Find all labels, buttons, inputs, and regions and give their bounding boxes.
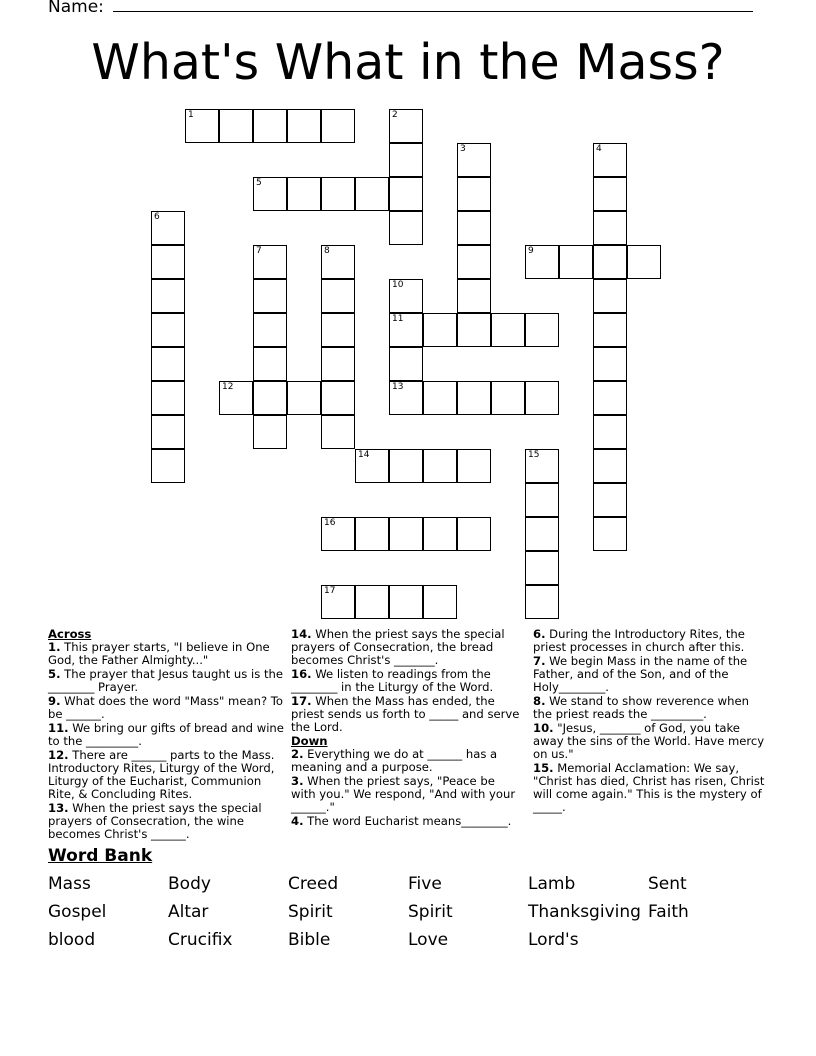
clue-number: 7 [256,246,262,256]
word-bank-title: Word Bank [48,846,153,866]
word-bank-item: Thanksgiving [528,902,641,922]
crossword-cell[interactable] [389,517,423,551]
word-bank-item: Spirit [408,902,453,922]
crossword-cell[interactable] [389,449,423,483]
crossword-cell[interactable] [355,517,389,551]
word-bank-item: Bible [288,930,331,950]
crossword-cell[interactable] [151,211,185,245]
crossword-cell[interactable] [457,245,491,279]
clue-text: When the priest says the special prayers of Consecration, the bread becomes Christ's _______. [291,627,505,667]
crossword-cell[interactable] [253,279,287,313]
crossword-cell[interactable] [253,177,287,211]
clue-text: We bring our gifts of bread and wine to the _________. [48,721,284,748]
clue-number-label: 14. [291,627,312,641]
clue-text: We stand to show reverence when the priest reads the _________. [533,694,749,721]
crossword-cell[interactable] [287,381,321,415]
word-bank-item: Altar [168,902,209,922]
down-heading: Down [291,734,328,748]
crossword-cell[interactable] [321,279,355,313]
crossword-cell[interactable] [321,347,355,381]
crossword-cell[interactable] [525,551,559,585]
word-bank-item: Body [168,874,211,894]
crossword-cell[interactable] [423,381,457,415]
crossword-cell[interactable] [389,177,423,211]
crossword-cell[interactable] [457,381,491,415]
clue-number-label: 6. [533,627,546,641]
crossword-cell[interactable] [321,313,355,347]
crossword-cell[interactable] [321,415,355,449]
crossword-cell[interactable] [151,279,185,313]
clue-number-label: 10. [533,721,554,735]
clues-column-1 [48,628,284,842]
crossword-cell[interactable] [321,517,355,551]
crossword-cell[interactable] [559,245,593,279]
crossword-cell[interactable] [287,177,321,211]
crossword-cell[interactable] [355,449,389,483]
crossword-cell[interactable] [389,279,423,313]
clue-item [291,668,521,694]
clue-number-label: 9. [48,694,61,708]
crossword-cell[interactable] [593,517,627,551]
crossword-cell[interactable] [525,381,559,415]
clue-number: 13 [392,382,404,392]
crossword-cell[interactable] [457,177,491,211]
crossword-cell[interactable] [593,177,627,211]
clue-item [291,775,521,814]
clues-column-2 [291,628,521,829]
crossword-cell[interactable] [423,313,457,347]
clue-number: 8 [324,246,330,256]
crossword-cell[interactable] [151,313,185,347]
crossword-cell[interactable] [457,449,491,483]
clue-number-label: 3. [291,774,304,788]
clue-number-label: 7. [533,654,546,668]
word-bank-item: Sent [648,874,687,894]
down-clue-list [291,748,521,828]
crossword-cell[interactable] [389,313,423,347]
clue-item [48,802,284,841]
crossword-cell[interactable] [355,585,389,619]
clue-number-label: 2. [291,747,304,761]
clue-item [533,655,769,694]
crossword-cell[interactable] [185,109,219,143]
crossword-cell[interactable] [151,381,185,415]
crossword-cell[interactable] [219,109,253,143]
clue-number: 3 [460,144,466,154]
crossword-cell[interactable] [593,415,627,449]
page-title: What's What in the Mass? [91,34,725,91]
clue-number: 12 [222,382,234,392]
crossword-cell[interactable] [219,381,253,415]
crossword-cell[interactable] [457,517,491,551]
word-bank-item: Faith [648,902,689,922]
clue-number: 14 [358,450,370,460]
clue-text: There are ______ parts to the Mass. Introductory Rites, Liturgy of the Word, Liturgy of the Eucharist, Communion Rite, & Concluding Rites. [48,748,275,801]
crossword-cell[interactable] [525,585,559,619]
crossword-cell[interactable] [593,381,627,415]
crossword-cell[interactable] [321,585,355,619]
crossword-cell[interactable] [423,585,457,619]
crossword-cell[interactable] [525,483,559,517]
clue-text: We listen to readings from the ________ in the Liturgy of the Word. [291,667,494,694]
clue-text: Everything we do at ______ has a meaning and a purpose. [291,747,498,774]
clue-number: 11 [392,314,404,324]
crossword-cell[interactable] [253,109,287,143]
clue-number-label: 13. [48,801,69,815]
clue-text: Memorial Acclamation: We say, "Christ has died, Christ has risen, Christ will come again." This is the mystery of _____. [533,761,765,814]
clue-number: 6 [154,212,160,222]
word-bank-item: Gospel [48,902,107,922]
crossword-cell[interactable] [389,381,423,415]
clue-item [48,641,284,667]
word-bank-item: blood [48,930,96,950]
crossword-cell[interactable] [423,449,457,483]
word-bank-item: Creed [288,874,339,894]
crossword-cell[interactable] [151,449,185,483]
clue-number-label: 17. [291,694,312,708]
name-label: Name: [48,0,110,17]
word-bank-item: Crucifix [168,930,233,950]
clue-item [533,695,769,721]
clue-number: 1 [188,110,194,120]
crossword-cell[interactable] [321,109,355,143]
word-bank-item: Mass [48,874,91,894]
clue-text: What does the word "Mass" mean? To be ______. [48,694,283,721]
clue-number: 9 [528,246,534,256]
clue-number: 4 [596,144,602,154]
crossword-cell[interactable] [593,143,627,177]
crossword-cell[interactable] [253,381,287,415]
crossword-cell[interactable] [321,245,355,279]
clue-item [291,628,521,667]
word-bank-item: Spirit [288,902,333,922]
across-clue-list-continued [291,628,521,734]
crossword-cell[interactable] [491,313,525,347]
crossword-cell[interactable] [593,279,627,313]
clue-number-label: 12. [48,748,69,762]
crossword-cell[interactable] [593,449,627,483]
crossword-cell[interactable] [593,211,627,245]
crossword-cell[interactable] [321,381,355,415]
crossword-cell[interactable] [457,143,491,177]
clue-text: We begin Mass in the name of the Father, and of the Son, and of the Holy________. [533,654,748,694]
crossword-cell[interactable] [593,483,627,517]
clue-number-label: 5. [48,667,61,681]
clue-item [48,668,284,694]
across-heading: Across [48,627,92,641]
crossword-cell[interactable] [389,143,423,177]
crossword-cell[interactable] [389,347,423,381]
crossword-cell[interactable] [525,449,559,483]
clues-column-3 [533,628,769,815]
crossword-cell[interactable] [593,245,627,279]
clue-text: The prayer that Jesus taught us is the ________ Prayer. [48,667,283,694]
crossword-cell[interactable] [253,347,287,381]
clue-item [48,695,284,721]
crossword-cell[interactable] [457,211,491,245]
clue-text: The word Eucharist means________. [303,814,512,828]
clue-item [533,628,769,654]
clue-number-label: 8. [533,694,546,708]
clue-item [48,749,284,801]
clue-text: "Jesus, _______ of God, you take away the sins of the World. Have mercy on us." [533,721,765,761]
crossword-cell[interactable] [457,313,491,347]
crossword-cell[interactable] [151,415,185,449]
word-bank-item: Five [408,874,442,894]
crossword-cell[interactable] [423,517,457,551]
clue-number-label: 16. [291,667,312,681]
clue-number-label: 11. [48,721,69,735]
clue-number: 2 [392,110,398,120]
down-clue-list-continued [533,628,769,814]
crossword-cell[interactable] [525,517,559,551]
clue-item [291,748,521,774]
crossword-cell[interactable] [321,177,355,211]
crossword-cell[interactable] [389,585,423,619]
crossword-cell[interactable] [389,109,423,143]
crossword-cell[interactable] [525,313,559,347]
crossword-cell[interactable] [253,313,287,347]
clue-text: When the priest says the special prayers of Consecration, the wine becomes Christ's ______. [48,801,262,841]
crossword-cell[interactable] [491,381,525,415]
clue-number-label: 4. [291,814,304,828]
word-bank-item: Lord's [528,930,579,950]
crossword-cell[interactable] [253,245,287,279]
word-bank-item: Love [408,930,449,950]
clue-number: 15 [528,450,540,460]
clue-item [533,722,769,761]
clue-number: 10 [392,280,404,290]
crossword-cell[interactable] [287,109,321,143]
clue-number-label: 15. [533,761,554,775]
clue-number-label: 1. [48,640,61,654]
crossword-cell[interactable] [151,347,185,381]
crossword-cell[interactable] [627,245,661,279]
clue-item [533,762,769,814]
crossword-cell[interactable] [253,415,287,449]
clue-number: 5 [256,178,262,188]
clue-text: This prayer starts, "I believe in One God, the Father Almighty..." [48,640,270,667]
clue-item [48,722,284,748]
clue-number: 16 [324,518,336,528]
crossword-cell[interactable] [389,211,423,245]
crossword-cell[interactable] [457,279,491,313]
clue-item [291,695,521,734]
word-bank-item: Lamb [528,874,576,894]
crossword-cell[interactable] [151,245,185,279]
clue-item [291,815,521,828]
clue-text: During the Introductory Rites, the priest processes in church after this. [533,627,745,654]
crossword-cell[interactable] [593,313,627,347]
across-clue-list [48,641,284,841]
clue-number: 17 [324,586,336,596]
clue-text: When the Mass has ended, the priest sends us forth to _____ and serve the Lord. [291,694,520,734]
crossword-cell[interactable] [525,245,559,279]
crossword-cell[interactable] [593,347,627,381]
clue-text: When the priest says, "Peace be with you." We respond, "And with your ______." [291,774,516,814]
crossword-cell[interactable] [355,177,389,211]
